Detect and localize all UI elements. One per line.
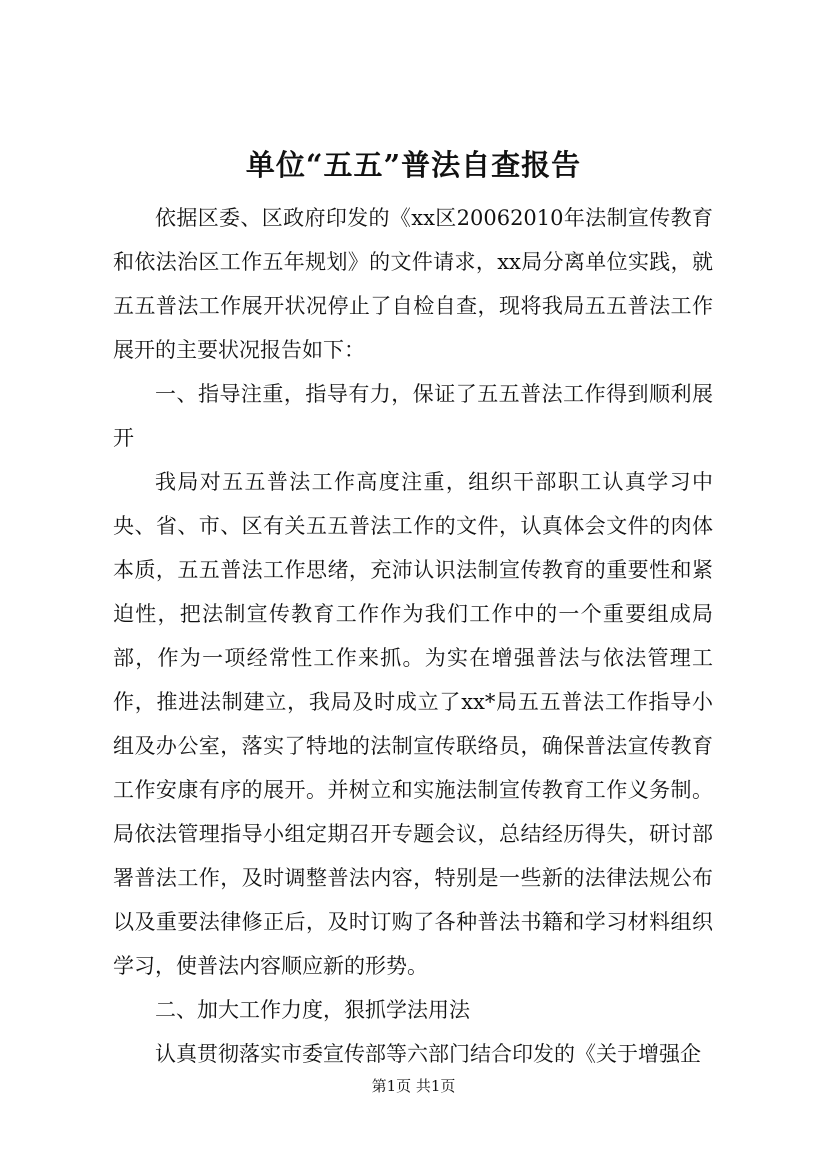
page-footer [0, 1076, 827, 1096]
section-heading-2: 二、加大工作力度，狠抓学法用法 [155, 998, 470, 1022]
paragraph-intro: 依据区委、区政府印发的《xx区20062010年法制宣传教育和依法治区工作五年规划》的文件请求，xx局分离单位实践，就五五普法工作展开状况停止了自检自查，现将我局五五普法工作展开的主要状况报告如下： [113, 206, 713, 362]
paragraph-section-2: 认真贯彻落实市委宣传部等六部门结合印发的《关于增强企 [155, 1042, 701, 1066]
document-body [113, 196, 713, 1076]
section-heading-1: 一、指导注重，指导有力，保证了五五普法工作得到顺利展开 [113, 382, 713, 450]
document-title: 单位“五五”普法自查报告 [245, 148, 582, 182]
paragraph-section-1: 我局对五五普法工作高度注重，组织干部职工认真学习中央、省、市、区有关五五普法工作的文件，认真体会文件的肉体本质，五五普法工作思绪，充沛认识法制宣传教育的重要性和紧迫性，把法制宣传教育工作作为我们工作中的一个重要组成局部，作为一项经常性工作来抓。为实在增强普法与依法管理工作，推进法制建立，我局及时成立了xx*局五五普法工作指导小组及办公室，落实了特地的法制宣传联络员，确保普法宣传教育工作安康有序的展开。并树立和实施法制宣传教育工作义务制。局依法管理指导小组定期召开专题会议，总结经历得失，研讨部署普法工作，及时调整普法内容，特别是一些新的法律法规公布以及重要法律修正后，及时订购了各种普法书籍和学习材料组织学习，使普法内容顺应新的形势。 [113, 470, 713, 978]
page-number-label: 第1页 共1页 [371, 1077, 456, 1095]
